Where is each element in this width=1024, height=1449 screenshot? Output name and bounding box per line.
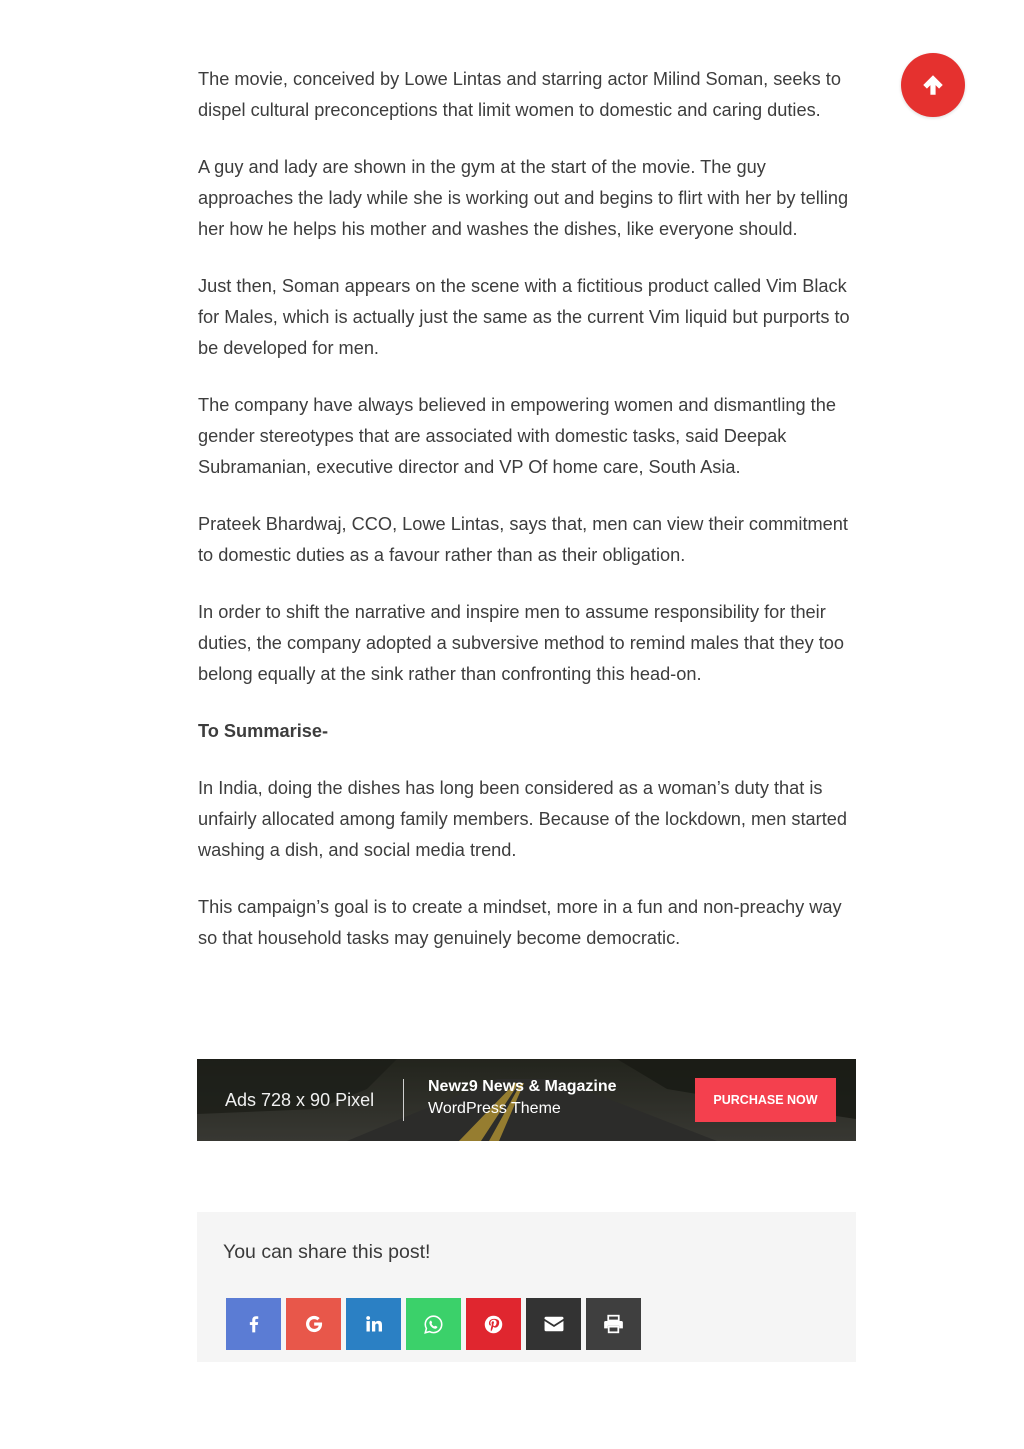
- whatsapp-icon: [423, 1314, 444, 1335]
- article-paragraph: In India, doing the dishes has long been considered as a woman’s duty that is unfairly allocated among family members. Because of the lockdown, men started washing a dish, and social media trend.: [198, 778, 848, 860]
- linkedin-icon: [364, 1314, 384, 1334]
- share-whatsapp-button[interactable]: [406, 1298, 461, 1350]
- article-body: [198, 64, 858, 980]
- ad-theme-line2: WordPress Theme: [428, 1100, 561, 1117]
- ad-divider: [403, 1079, 404, 1121]
- ad-banner[interactable]: [197, 1059, 856, 1141]
- share-email-button[interactable]: [526, 1298, 581, 1350]
- arrow-up-icon: [920, 72, 946, 98]
- ad-size-label: Ads 728 x 90 Pixel: [225, 1090, 375, 1110]
- article-paragraph: In order to shift the narrative and inspire men to assume responsibility for their duties, the company adopted a subversive method to remind males that they too belong equally at the sink rather than confronting this head-on.: [198, 602, 845, 684]
- share-buttons: [226, 1298, 641, 1350]
- print-icon: [603, 1314, 624, 1334]
- summary-heading: To Summarise-: [198, 721, 329, 741]
- facebook-icon: [244, 1314, 264, 1334]
- article-paragraph: The movie, conceived by Lowe Lintas and starring actor Milind Soman, seeks to dispel cultural preconceptions that limit women to domestic and caring duties.: [198, 69, 841, 120]
- article-paragraph: This campaign’s goal is to create a mindset, more in a fun and non-preachy way so that household tasks may genuinely become democratic.: [198, 897, 842, 948]
- share-print-button[interactable]: [586, 1298, 641, 1350]
- scroll-to-top-button[interactable]: [901, 53, 965, 117]
- share-facebook-button[interactable]: [226, 1298, 281, 1350]
- ad-theme-title: [428, 1076, 617, 1120]
- article-paragraph: Just then, Soman appears on the scene with a fictitious product called Vim Black for Males, which is actually just the same as the current Vim liquid but purports to be developed for men.: [198, 276, 850, 358]
- pinterest-icon: [483, 1314, 504, 1335]
- ad-theme-line1: Newz9 News & Magazine: [428, 1078, 617, 1095]
- article-paragraph: The company have always believed in empowering women and dismantling the gender stereotypes that are associated with domestic tasks, said Deepak Subramanian, executive director and VP Of home care, South Asia.: [198, 395, 836, 477]
- share-linkedin-button[interactable]: [346, 1298, 401, 1350]
- share-google-button[interactable]: [286, 1298, 341, 1350]
- share-pinterest-button[interactable]: [466, 1298, 521, 1350]
- article-paragraph: Prateek Bhardwaj, CCO, Lowe Lintas, says that, men can view their commitment to domestic duties as a favour rather than as their obligation.: [198, 514, 848, 565]
- purchase-now-button[interactable]: PURCHASE NOW: [695, 1078, 836, 1122]
- google-icon: [304, 1314, 324, 1334]
- share-title: You can share this post!: [223, 1241, 431, 1263]
- share-section: [197, 1212, 856, 1362]
- article-paragraph: A guy and lady are shown in the gym at the start of the movie. The guy approaches the lady while she is working out and begins to flirt with her by telling her how he helps his mother and washes the dishes, like everyone should.: [198, 157, 849, 239]
- envelope-icon: [543, 1315, 565, 1333]
